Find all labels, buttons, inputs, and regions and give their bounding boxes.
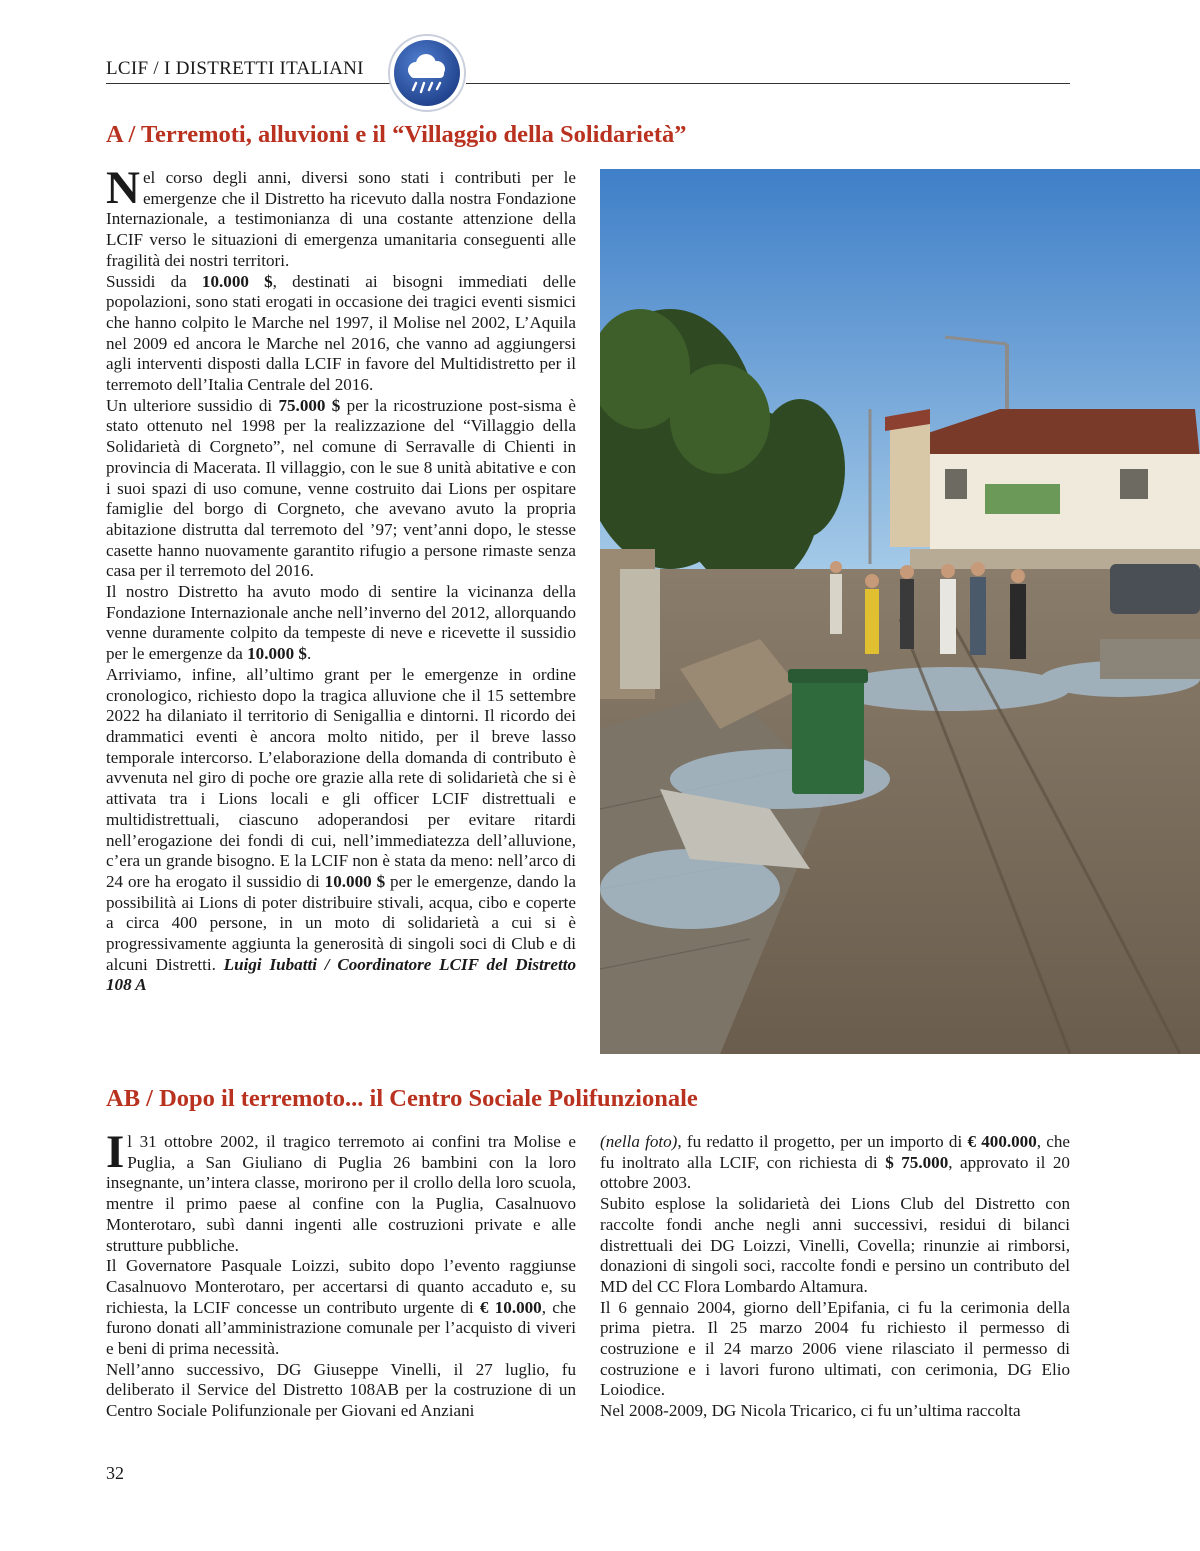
amount: 75.000 $ [278, 395, 341, 415]
paragraph-text: Il Governatore Pasquale Loizzi, subito dopo l’evento raggiunse Casalnuovo Monterotaro, per accertarsi di quanto accaduto e, su richiesta, la LCIF concesse un contributo urgente di [106, 1256, 576, 1317]
amount: 10.000 $ [324, 871, 386, 891]
paragraph [106, 1256, 576, 1360]
running-header: LCIF / I DISTRETTI ITALIANI [106, 58, 364, 79]
paragraph: Il 6 gennaio 2004, giorno dell’Epifania, ci fu la cerimonia della prima pietra. Il 25 marzo 2004 fu richiesto il permesso di costruzione e il 24 marzo 2006 viene rilasciato il permesso di costruzione e i lavori furono ultimati, con cerimonia, DG Elio Loiodice. [600, 1297, 1070, 1400]
paragraph-text: , approvato il 20 ottobre 2003. [600, 1152, 1070, 1193]
paragraph: Nel 2008-2009, DG Nicola Tricarico, ci fu un’ultima raccolta [600, 1401, 1021, 1421]
amount: € 10.000 [479, 1297, 542, 1317]
page-number: 32 [106, 1463, 124, 1483]
flood-street-photo [600, 169, 1200, 1054]
author-signature: Luigi Iubatti / Coordinatore LCIF del Distretto 108 A [106, 954, 577, 995]
paragraph [106, 162, 576, 272]
paragraph: Nell’anno successivo, DG Giuseppe Vinelli, il 27 luglio, fu deliberato il Service del Distretto 108AB per la costruzione di un Centro Sociale Polifunzionale per Giovani ed Anziani [106, 1359, 576, 1421]
dropcap: I [106, 1126, 125, 1178]
paragraph-text: . [306, 644, 312, 664]
storm-cloud-icon [386, 32, 468, 114]
amount: $ 75.000 [885, 1152, 949, 1172]
dropcap: N [106, 162, 140, 214]
photo-reference: (nella foto) [600, 1132, 678, 1151]
paragraph-text: , che fu inoltrato alla LCIF, con richiesta di [600, 1132, 1070, 1172]
header-rule-left [106, 83, 392, 84]
paragraph [106, 396, 576, 582]
paragraph-text: per le emergenze, dando la possibilità ai Lions di poter distribuire stivali, acqua, cibo e coperte a circa 400 persone, in un moto di solidarietà a cui si è progressivamente aggiunta la generosità di singoli soci di Club e di alcuni Distretti. [106, 871, 577, 974]
paragraph: Subito esplose la solidarietà dei Lions Club del Distretto con raccolte fondi anche negli anni successivi, residui di bilanci distrettuali dei DG Loizzi, Vinelli, Covella; rinunzie ai rimborsi, donazioni di singoli soci, raccolte fondi e persino un contributo del MD del CC Flora Lombardo Altamura. [600, 1194, 1070, 1296]
section-ab-left-column [106, 1126, 576, 1422]
paragraph-text: per la ricostruzione post-sisma è stato ottenuto nel 1998 per la realizzazione del “Villaggio della Solidarietà di Corgneto”, nel comune di Serravalle di Chienti in provincia di Macerata. Il villaggio, con le sue 8 unità abitative e con i suoi spazi di uso comune, venne costruito dai Lions per ospitare famiglie del borgo di Corgneto, che avevano avuto la propria abitazione distrutta dal terremoto del ’97; vent’anni dopo, le stesse casette hanno nuovamente garantito rifugio a persone rimaste senza casa per il terremoto del 2016. [106, 395, 577, 581]
paragraph-text: , destinati ai bisogni immediati delle popolazioni, sono stati erogati in occasione dei tragici eventi sismici che hanno colpito le Marche nel 1997, il Molise nel 2002, L’Aquila nel 2009 ed ancora le Marche nel 2016, che vanno ad aggiungersi agli interventi disposti dalla LCIF in favore del Multidistretto per il terremoto dell’Italia Centrale del 2016. [106, 271, 577, 395]
paragraph-text: Arriviamo, infine, all’ultimo grant per le emergenze in ordine cronologico, richiesto dopo la tragica alluvione che il 15 settembre 2022 ha dilaniato il territorio di Senigallia e dintorni. Il ricordo dei drammatici eventi è ancora molto nitido, per il breve lasso temporale intercorso. L’elaborazione della domanda di contributo è avvenuta nel giro di poche ore grazie alla rete di solidarietà che si è attivata tra i Lions locali e gli officer LCIF distrettuali e multidistrettuali, ciascuno adoperandosi per evitare ritardi nell’erogazione dei fondi di cui, nell’immediatezza dell’alluvione, c’era un grande bisogno. E la LCIF non è stata da meno: nell’arco di 24 ore ha erogato il sussidio di [106, 664, 576, 891]
section-a-body [106, 162, 577, 996]
section-ab-right-column [600, 1132, 1070, 1422]
amount: 10.000 $ [201, 271, 273, 291]
paragraph [600, 1132, 1070, 1194]
header-rule-right [466, 83, 1070, 84]
paragraph-text: , che furono donati all’amministrazione comunale per l’acquisto di viveri e beni di prima necessità. [106, 1297, 576, 1359]
paragraph-text: l 31 ottobre 2002, il tragico terremoto ai confini tra Molise e Puglia, a San Giuliano di Puglia 26 bambini con la loro insegnante, un’intera classe, morirono per il crollo della loro scuola, mentre il primo paese al confine con la Puglia, Casalnuovo Monterotaro, subì danni ingenti alle costruzioni private e alle strutture pubbliche. [106, 1132, 576, 1255]
section-ab-title: AB / Dopo il terremoto... il Centro Sociale Polifunzionale [106, 1085, 698, 1112]
paragraph-text: Un ulteriore sussidio di [106, 395, 279, 415]
amount: 10.000 $ [247, 644, 307, 664]
paragraph-text: Il nostro Distretto ha avuto modo di sentire la vicinanza della Fondazione Internazionale anche nell’inverno del 2012, allorquando venne duramente colpito da tempeste di neve e ricevette il sussidio per le emergenze da [106, 582, 576, 664]
section-a-title: A / Terremoti, alluvioni e il “Villaggio della Solidarietà” [106, 121, 687, 148]
paragraph [106, 272, 576, 396]
paragraph-text: Sussidi da [106, 271, 202, 291]
paragraph-text: , fu redatto il progetto, per un importo di [677, 1132, 968, 1151]
paragraph [106, 1126, 576, 1256]
paragraph [106, 665, 576, 996]
amount: € 400.000 [967, 1132, 1037, 1151]
paragraph-text: el corso degli anni, diversi sono stati i contributi per le emergenze che il Distretto ha ricevuto dalla nostra Fondazione Internazionale, a testimonianza di una costante attenzione della LCIF verso le situazioni di emergenza umanitaria conseguenti alle fragilità dei nostri territori. [106, 168, 576, 270]
paragraph [106, 582, 576, 665]
